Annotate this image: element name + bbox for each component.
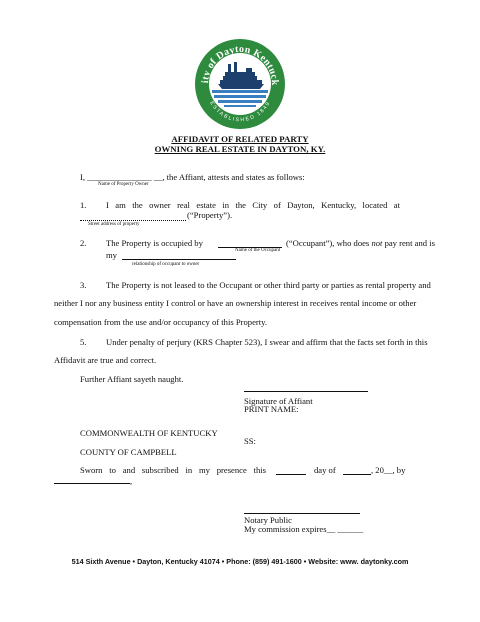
city-seal-logo [194,38,286,130]
item-3-line3: compensation from the use and/or occupancy of this Property. [54,317,268,327]
item-1-line1: I am the owner real estate in the City of Dayton, Kentucky, located at [106,200,400,210]
property-owner-name-field[interactable]: _______________ __ [87,172,163,182]
item-2-suffix-b: pay rent and is [382,238,435,248]
item-2-suffix [286,238,435,249]
owner-name-caption: Name of Property Owner [98,182,149,187]
item-2-line2-prefix: my [106,250,117,260]
item-2-suffix-a: (“Occupant”), who does [286,238,372,248]
print-name-label: PRINT NAME: [244,404,299,414]
item-5-line2: Affidavit are true and correct. [54,355,157,365]
sworn-by-name-field[interactable] [54,474,130,484]
seal-bottom-text: ESTABLISHED 1849 [208,100,272,124]
sworn-text: Sworn to and subscribed in my presence this [80,465,266,475]
street-address-caption: Street address of property [88,222,140,227]
commission-expires-label: My commission expires__ ______ [244,524,364,534]
intro-suffix: , the Affiant, attests and states as follows: [162,172,305,182]
county-label: COUNTY OF CAMPBELL [80,447,177,457]
item-3-line1: The Property is not leased to the Occupant or other third party or parties as rental property and [106,280,431,290]
signature-label: Signature of Affiant [244,396,313,406]
item-3-number: 3. [80,280,87,290]
occupant-relationship-field[interactable] [122,250,236,260]
commonwealth-label: COMMONWEALTH OF KENTUCKY [80,428,218,438]
item-1-line2-suffix: (“Property”). [187,210,233,220]
sworn-month-field[interactable] [343,465,371,475]
item-2-number: 2. [80,238,87,248]
ss-label: SS: [244,436,256,446]
footer-contact-info: 514 Sixth Avenue • Dayton, Kentucky 41074 • Phone: (859) 491-1600 • Website: www. daytonky.com [71,557,409,566]
item-5-line1: Under penalty of perjury (KRS Chapter 523), I swear and affirm that the facts set forth in this [106,337,428,347]
item-1-number: 1. [80,200,87,210]
occupant-name-caption: Name of the Occupant [235,248,281,253]
intro-prefix: I, [80,172,86,182]
sworn-year-label: , 20__, by [371,465,406,475]
seal-top-text: ity of Dayton Kentuck [199,43,281,86]
notary-signature-line[interactable] [244,513,360,514]
item-3-line2: neither I nor any business entity I control or have an ownership interest in receives rental income or other [54,298,417,308]
sworn-end-comma: , [130,476,133,486]
document-title-line2: OWNING REAL ESTATE IN DAYTON, KY. [154,144,326,154]
notary-public-label: Notary Public [244,515,292,525]
document-title-line1: AFFIDAVIT OF RELATED PARTY [171,134,309,144]
relationship-caption: relationship of occupant to owner [132,262,200,267]
item-5-number: 5. [80,337,87,347]
occupant-name-field[interactable] [218,238,282,248]
item-2-prefix: The Property is occupied by [106,238,203,248]
sworn-day-of-label: day of [314,465,336,475]
street-address-field[interactable] [80,211,186,221]
item-2-not-emphasis: not [371,238,383,248]
signature-line[interactable] [244,391,368,392]
further-affiant-text: Further Affiant sayeth naught. [80,374,184,384]
sworn-day-field[interactable] [276,465,306,475]
